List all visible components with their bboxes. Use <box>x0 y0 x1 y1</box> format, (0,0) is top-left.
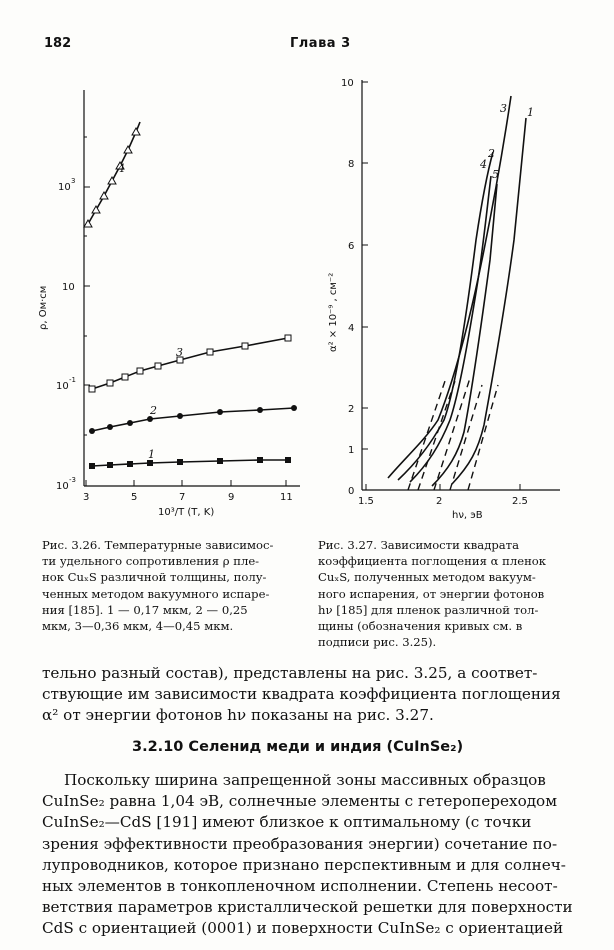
right-y-tick-label: 10 <box>341 78 354 89</box>
body-line: ветствия параметров кристаллической решетки для поверхности <box>42 898 573 917</box>
right-y-tick-label: 8 <box>348 159 355 170</box>
caption-line: Рис. 3.26. Температурные зависимос- <box>42 538 274 552</box>
body-line: тельно разный состав), представлены на рис. 3.25, а соответ- <box>42 664 538 682</box>
curve-label-3: 3 <box>500 102 507 115</box>
right-y-tick-label: 6 <box>348 241 355 252</box>
left-y-tick-exponent: 3 <box>71 177 76 185</box>
chapter-title: Глава 3 <box>290 36 351 51</box>
right-y-tick-label: 0 <box>348 486 355 497</box>
right-y-tick-label: 2 <box>348 404 355 415</box>
body-paragraph <box>42 770 572 940</box>
caption-line: Рис. 3.27. Зависимости квадрата <box>318 538 519 552</box>
left-y-tick-exponent: -3 <box>69 476 76 484</box>
left-y-tick-label: 10 <box>56 481 69 492</box>
left-y-tick-label: 10 <box>56 381 69 392</box>
curve-label-1: 1 <box>148 448 155 461</box>
caption-line: щины (обозначения кривых см. в <box>318 619 523 634</box>
figure-3-26-caption <box>42 537 298 634</box>
right-y-axis-label: α² × 10⁻⁹ , см⁻² <box>328 272 339 352</box>
curve-label-2: 2 <box>488 147 495 160</box>
left-x-axis-label: 10³/T (T, K) <box>158 507 215 518</box>
left-x-tick-label: 7 <box>179 492 186 503</box>
body-line: ствующие им зависимости квадрата коэффициента поглощения <box>42 685 561 703</box>
right-x-axis-label: hν, эВ <box>452 510 483 521</box>
body-line: CdS с ориентацией (0001) и поверхности CuInSe₂ с ориентацией <box>42 919 564 938</box>
body-line: CuInSe₂—CdS [191] имеют близкое к оптимальному (с точки <box>42 813 532 832</box>
left-y-tick-label: 10 <box>62 282 75 293</box>
caption-line: ния [185]. 1 — 0,17 мкм, 2 — 0,25 <box>42 602 248 617</box>
right-y-tick-label: 4 <box>348 323 355 334</box>
left-x-tick-label: 9 <box>228 492 235 503</box>
caption-line: мкм, 3—0,36 мкм, 4—0,45 мкм. <box>42 619 234 634</box>
right-y-ticks <box>341 78 368 497</box>
caption-line: ного испарения, от энергии фотонов <box>318 586 545 601</box>
right-x-tick-label: 2.5 <box>512 496 528 507</box>
curve-label-4: 4 <box>118 162 125 175</box>
curve-label-2: 2 <box>150 404 157 417</box>
caption-line: нок CuₓS различной толщины, полу- <box>42 570 267 585</box>
curve-2-extrapolation <box>418 378 456 490</box>
caption-line: CuₓS, полученных методом вакуум- <box>318 570 536 585</box>
caption-line: подписи рис. 3.25). <box>318 635 437 650</box>
left-x-tick-label: 3 <box>83 492 90 503</box>
right-plot-frame <box>362 80 560 490</box>
section-heading: 3.2.10 Селенид меди и индия (CuInSe₂) <box>132 739 464 755</box>
body-line: CuInSe₂ равна 1,04 эВ, солнечные элементы с гетеропереходом <box>42 792 558 811</box>
body-line: Поскольку ширина запрещенной зоны массивных образцов <box>64 771 546 789</box>
left-y-tick-exponent: -1 <box>69 376 76 384</box>
left-y-tick-label: 10 <box>58 182 71 193</box>
page-number: 182 <box>44 36 72 51</box>
left-y-axis-label: ρ, Ом·см <box>38 285 49 330</box>
caption-line: коэффициента поглощения α пленок <box>318 554 547 569</box>
curve-label-4: 4 <box>480 158 487 171</box>
body-paragraph-continuation <box>42 663 572 726</box>
caption-line: hν [185] для пленок различной тол- <box>318 602 539 617</box>
right-x-tick-label: 1.5 <box>358 496 374 507</box>
curve-1 <box>452 118 526 484</box>
left-x-tick-label: 11 <box>280 492 293 503</box>
curve-label-1: 1 <box>527 106 534 119</box>
body-line: зрения эффективности преобразования энергии) сочетание по- <box>42 834 558 853</box>
caption-line: ти удельного сопротивления ρ пле- <box>42 554 260 569</box>
body-line: α² от энергии фотонов hν показаны на рис. 3.27. <box>42 706 434 724</box>
right-x-ticks <box>358 484 528 507</box>
figure-3-27-caption <box>318 537 572 650</box>
curve-label-5: 5 <box>492 168 499 181</box>
right-x-tick-label: 2 <box>436 496 443 507</box>
caption-line: ченных методом вакуумного испаре- <box>42 586 270 601</box>
left-x-tick-label: 5 <box>131 492 138 503</box>
right-y-tick-label: 1 <box>348 445 355 456</box>
body-line: ных элементов в тонкопленочном исполнении. Степень несоот- <box>42 877 558 896</box>
curve-1-extrapolation <box>468 385 498 490</box>
curve-label-3: 3 <box>176 346 183 359</box>
body-line: лупроводников, которое признано перспективным и для солнеч- <box>42 855 566 874</box>
